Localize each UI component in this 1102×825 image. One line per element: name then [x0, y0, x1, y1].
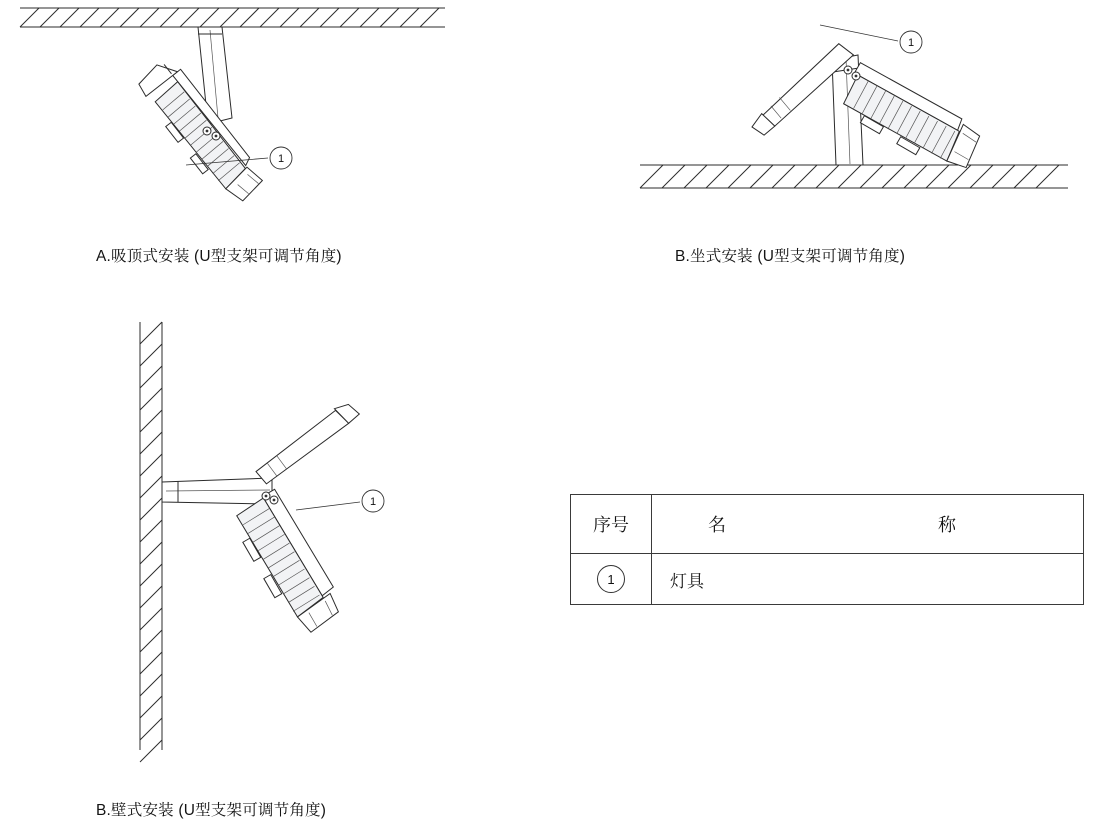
header-name: 名 称 [652, 495, 1084, 554]
row-index-cell [571, 554, 652, 605]
figure-ceiling-mount [0, 0, 470, 220]
luminaire [132, 55, 268, 210]
figure-sit-mount [620, 0, 1090, 220]
table-header-row [571, 495, 1084, 554]
mounting-pole [162, 478, 272, 504]
luminaire [228, 399, 364, 639]
wall-mount-drawing [100, 310, 500, 770]
part-number-bubble: 1 [597, 565, 625, 593]
ceiling-mount-drawing [0, 0, 470, 220]
callout-number: 1 [277, 153, 285, 165]
figure-wall-mount [100, 310, 500, 770]
caption-ceiling-mount: A.吸顶式安装 (U型支架可调节角度) [96, 248, 342, 265]
header-index: 序号 [571, 495, 652, 554]
callout-number: 1 [907, 37, 915, 49]
callout-number: 1 [369, 496, 377, 508]
caption-sit-mount: B.坐式安装 (U型支架可调节角度) [675, 248, 906, 265]
sit-mount-drawing [620, 0, 1090, 220]
row-name-cell: 灯具 [652, 554, 1084, 605]
luminaire [747, 41, 986, 180]
table-row [571, 554, 1084, 605]
parts-table [570, 494, 1084, 605]
caption-wall-mount: B.壁式安装 (U型支架可调节角度) [96, 802, 327, 819]
callout-leader [296, 490, 384, 512]
